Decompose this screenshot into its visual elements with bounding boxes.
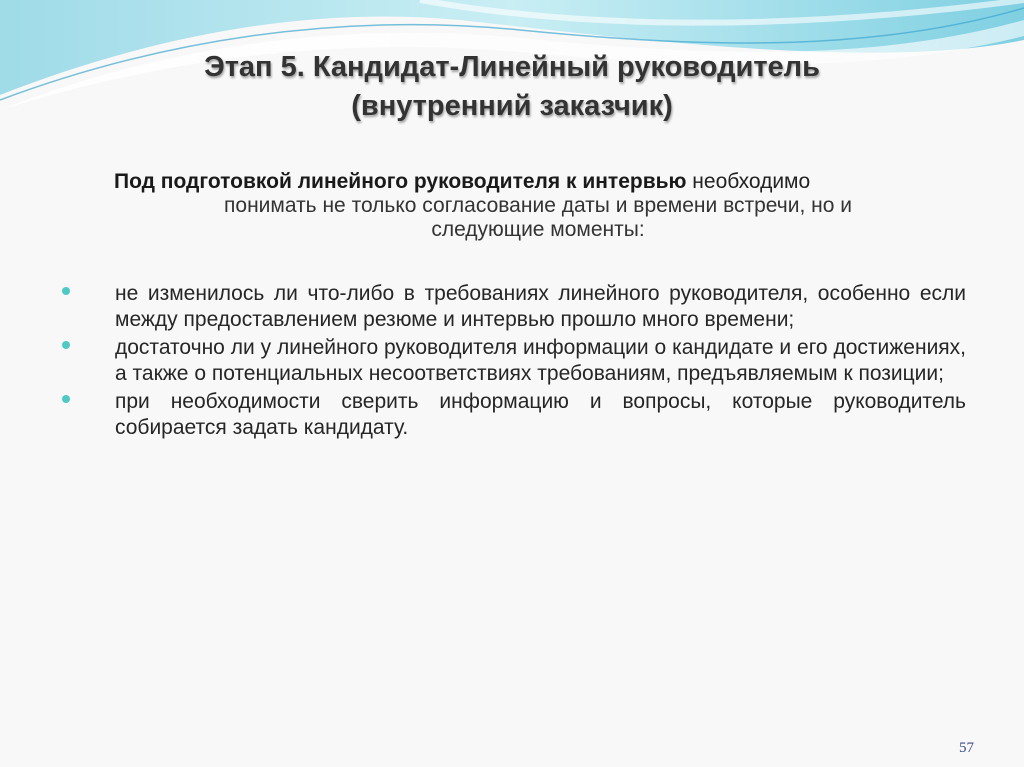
bullet-text: при необходимости сверить информацию и вопросы, которые руководитель собирается задать кандидату. xyxy=(115,390,966,439)
bullet-item xyxy=(60,281,966,333)
page-number: 57 xyxy=(959,740,974,756)
bullet-text: достаточно ли у линейного руководителя информации о кандидате и его достижениях, а также о потенциальных несоответствиях требованиям, предъявляемым к позиции; xyxy=(115,336,966,385)
intro-line-1 xyxy=(90,170,950,194)
title-line-1: Этап 5. Кандидат-Линейный руководитель xyxy=(204,51,820,83)
bullet-item xyxy=(60,335,966,387)
bullet-item xyxy=(60,389,966,441)
intro-bold-text: Под подготовкой линейного руководителя к интервью xyxy=(114,170,687,193)
bullet-list xyxy=(60,281,966,443)
title-line-2: (внутренний заказчик) xyxy=(351,90,673,122)
slide-title xyxy=(0,48,1024,126)
bullet-dot-icon xyxy=(62,395,70,403)
bullet-dot-icon xyxy=(62,287,70,295)
intro-regular-text-1: необходимо xyxy=(686,170,811,193)
bullet-dot-icon xyxy=(62,341,70,349)
intro-line-2: понимать не только согласование даты и времени встречи, но и xyxy=(224,194,852,217)
bullet-text: не изменилось ли что-либо в требованиях линейного руководителя, особенно если между предоставлением резюме и интервью прошло много времени; xyxy=(115,282,966,331)
intro-line-3: следующие моменты: xyxy=(431,218,645,241)
intro-paragraph xyxy=(90,170,950,242)
